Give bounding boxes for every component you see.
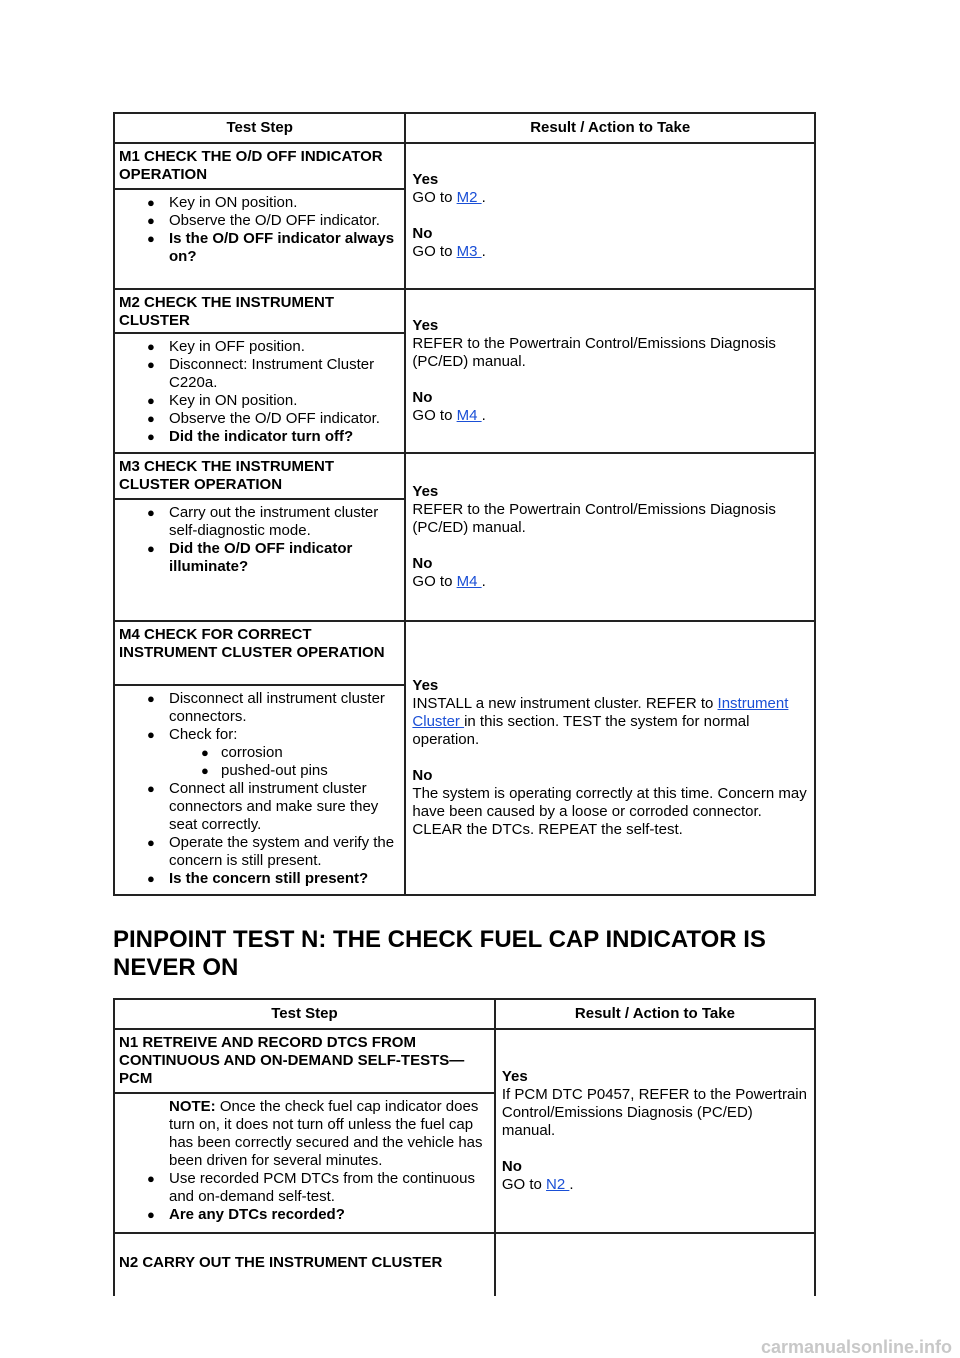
no-label: No <box>412 225 433 242</box>
no-text-prefix: GO to <box>412 573 457 590</box>
result-m3 <box>405 453 815 621</box>
result-m1 <box>405 143 815 289</box>
yes-label: Yes <box>412 317 439 334</box>
table-row <box>114 621 815 685</box>
no-label: No <box>412 389 433 406</box>
list-item: ● Operate the system and verify the concern is still present. <box>121 834 398 870</box>
no-text-end: . <box>481 573 486 590</box>
step-m1-title <box>114 143 405 189</box>
link-m4[interactable]: M4 <box>456 573 482 590</box>
link-instrument-cluster[interactable]: Instrument Cluster <box>412 695 789 730</box>
no-label: No <box>501 1158 522 1175</box>
table-row <box>114 143 815 189</box>
no-text-prefix: GO to <box>501 1176 547 1193</box>
step-question: ● Did the indicator turn off? <box>121 428 398 446</box>
table-header-row <box>114 113 815 143</box>
list-item: ● Disconnect all instrument cluster connectors. <box>121 690 398 726</box>
step-n1-body <box>114 1093 495 1233</box>
link-m3[interactable]: M3 <box>456 243 482 260</box>
no-label: No <box>412 767 433 784</box>
list-item: ● Use recorded PCM DTCs from the continuous and on-demand self-test. <box>121 1170 488 1206</box>
step-title-text: N2 CARRY OUT THE INSTRUMENT CLUSTER <box>119 1254 443 1271</box>
list-item: ● Key in OFF position. <box>121 338 398 356</box>
step-m3-body <box>114 499 405 621</box>
yes-label: Yes <box>412 483 439 500</box>
link-n2[interactable]: N2 <box>546 1176 570 1193</box>
step-question: ● Are any DTCs recorded? <box>121 1206 488 1224</box>
step-title-text: M3 CHECK THE INSTRUMENT CLUSTER OPERATION <box>119 458 335 493</box>
note-text: Once the check fuel cap indicator does turn on, it does not turn off unless the fuel cap has been correctly secured and the vehicle has been driven for several minutes. <box>169 1098 483 1169</box>
result-header: Result / Action to Take <box>405 113 815 143</box>
no-text <box>412 243 808 261</box>
yes-label: Yes <box>412 677 439 694</box>
step-title-text: M4 CHECK FOR CORRECT INSTRUMENT CLUSTER OPERATION <box>119 626 385 661</box>
yes-text: REFER to the Powertrain Control/Emissions Diagnosis (PC/ED) manual. <box>412 501 776 536</box>
step-title-text: N1 RETREIVE AND RECORD DTCS FROM CONTINUOUS AND ON-DEMAND SELF-TESTS—PCM <box>119 1034 465 1087</box>
table-row <box>114 1233 815 1296</box>
no-text-end: . <box>481 243 486 260</box>
result-n1 <box>495 1029 815 1233</box>
no-text <box>412 407 808 425</box>
list-item: ● Disconnect: Instrument Cluster C220a. <box>121 356 398 392</box>
step-question: ● Is the concern still present? <box>121 870 398 888</box>
list-item: ● Connect all instrument cluster connectors and make sure they seat correctly. <box>121 780 398 834</box>
list-item: ● Observe the O/D OFF indicator. <box>121 212 398 230</box>
yes-text-end: in this section. TEST the system for normal operation. <box>412 713 750 748</box>
no-label: No <box>412 555 433 572</box>
table-row <box>114 1029 815 1093</box>
test-step-header: Test Step <box>114 113 405 143</box>
list-item: ● Observe the O/D OFF indicator. <box>121 410 398 428</box>
yes-text-prefix: INSTALL a new instrument cluster. REFER to <box>412 695 718 712</box>
list-item: ● Key in ON position. <box>121 194 398 212</box>
result-n2 <box>495 1233 815 1296</box>
list-item: ● Carry out the instrument cluster self-diagnostic mode. <box>121 504 398 540</box>
no-text-prefix: GO to <box>412 243 457 260</box>
list-item: ● Key in ON position. <box>121 392 398 410</box>
yes-text: If PCM DTC P0457, REFER to the Powertrain Control/Emissions Diagnosis (PC/ED) manual. <box>501 1086 807 1139</box>
pinpoint-test-n-table <box>113 998 816 1296</box>
step-m4-body <box>114 685 405 895</box>
watermark: carmanualsonline.info <box>760 1337 952 1357</box>
step-m4-title <box>114 621 405 685</box>
step-question: ● Is the O/D OFF indicator always on? <box>121 230 398 266</box>
no-text: The system is operating correctly at this time. Concern may have been caused by a loose or corroded connector. CLEAR the DTCs. REPEAT the self-test. <box>412 785 807 838</box>
step-m1-body <box>114 189 405 289</box>
step-title-text: M2 CHECK THE INSTRUMENT CLUSTER <box>119 294 335 329</box>
note-label: NOTE: <box>169 1098 216 1115</box>
yes-text-end: . <box>481 189 486 206</box>
list-item: ● Check for: <box>121 726 398 744</box>
no-text <box>412 573 808 591</box>
yes-text <box>412 189 808 207</box>
sub-list-item: ● corrosion <box>121 744 398 762</box>
test-step-header: Test Step <box>114 999 495 1029</box>
pinpoint-test-m-table <box>113 112 816 896</box>
result-header: Result / Action to Take <box>495 999 815 1029</box>
step-m3-title <box>114 453 405 499</box>
yes-text <box>412 695 808 749</box>
yes-label: Yes <box>412 171 439 188</box>
no-text-end: . <box>481 407 486 424</box>
table-row <box>114 289 815 333</box>
table-header-row <box>114 999 815 1029</box>
link-m2[interactable]: M2 <box>456 189 482 206</box>
yes-text-prefix: GO to <box>412 189 457 206</box>
no-text <box>502 1176 808 1194</box>
pinpoint-test-n-heading: PINPOINT TEST N: THE CHECK FUEL CAP INDICATOR IS NEVER ON <box>113 926 766 981</box>
step-n1-title <box>114 1029 495 1093</box>
sub-list-item: ● pushed-out pins <box>121 762 398 780</box>
step-n2-title <box>114 1233 495 1296</box>
result-m2 <box>405 289 815 453</box>
step-question: ● Did the O/D OFF indicator illuminate? <box>121 540 398 576</box>
no-text-prefix: GO to <box>412 407 457 424</box>
step-m2-title <box>114 289 405 333</box>
yes-text: REFER to the Powertrain Control/Emissions Diagnosis (PC/ED) manual. <box>412 335 776 370</box>
result-m4 <box>405 621 815 895</box>
step-title-text: M1 CHECK THE O/D OFF INDICATOR OPERATION <box>119 148 383 183</box>
table-row <box>114 453 815 499</box>
yes-label: Yes <box>501 1068 528 1085</box>
note <box>121 1098 488 1170</box>
no-text-end: . <box>569 1176 574 1193</box>
step-m2-body <box>114 333 405 453</box>
link-m4[interactable]: M4 <box>456 407 482 424</box>
